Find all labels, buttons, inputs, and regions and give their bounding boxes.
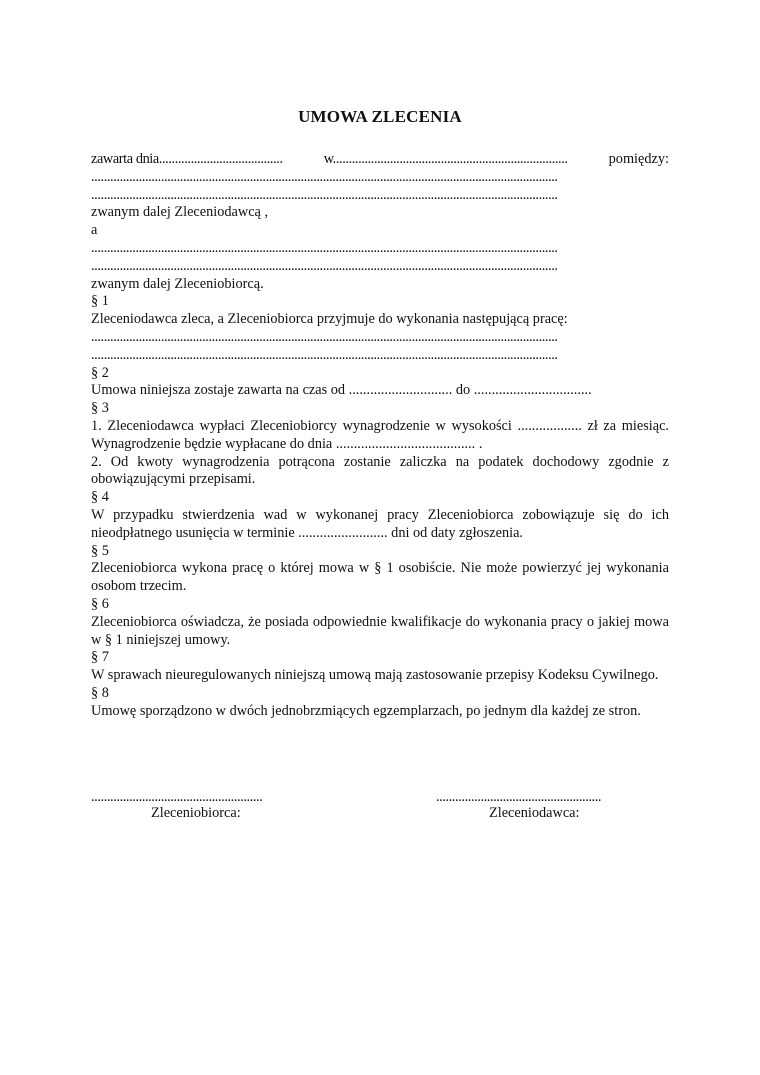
date-field: zawarta dnia....................................... [91,151,283,167]
party1-label: zwanym dalej Zleceniodawcą , [91,204,269,221]
section-7-text: W sprawach nieuregulowanych niniejszą umową mają zastosowanie przepisy Kodeksu Cywilnego. [91,667,659,684]
section-1-heading: § 1 [91,293,109,310]
between-label: pomiędzy: [608,151,669,167]
party1-blank-1: ................................................................................................................................................... [91,168,558,185]
client-signature-line: .................................................... [436,789,602,805]
client-signature-label: Zleceniodawca: [489,805,580,821]
section-1-blank-1: ................................................................................................................................................... [91,328,558,345]
section-3-heading: § 3 [91,400,109,417]
section-1-blank-2: ................................................................................................................................................... [91,346,558,363]
section-6-heading: § 6 [91,595,109,612]
party2-blank-2: ................................................................................................................................................... [91,257,558,274]
section-3-paragraph-2: 2. Od kwoty wynagrodzenia potrącona zostanie zaliczka na podatek dochodowy zgodnie z obowiązującymi przepisami. [91,453,669,488]
section-8-text: Umowę sporządzono w dwóch jednobrzmiących egzemplarzach, po jednym dla każdej ze stron. [91,702,641,719]
party2-blank-1: ................................................................................................................................................... [91,239,558,256]
party2-label: zwanym dalej Zleceniobiorcą. [91,275,264,292]
section-8-heading: § 8 [91,684,109,701]
section-3-paragraph-1: 1. Zleceniodawca wypłaci Zleceniobiorcy wynagrodzenie w wysokości .................. zł za miesiąc. Wynagrodzenie będzie wypłacane do dnia ....................................... . [91,417,669,452]
section-5-heading: § 5 [91,542,109,559]
section-2-heading: § 2 [91,364,109,381]
section-4-heading: § 4 [91,489,109,506]
section-7-heading: § 7 [91,649,109,666]
section-6-text: Zleceniobiorca oświadcza, że posiada odpowiednie kwalifikacje do wykonania pracy o jakiej mowa w § 1 niniejszej umowy. [91,613,669,648]
section-2-text: Umowa niniejsza zostaje zawarta na czas od ............................. do ................................. [91,382,592,399]
section-1-text: Zleceniodawca zleca, a Zleceniobiorca przyjmuje do wykonania następującą pracę: [91,311,568,328]
contract-title: UMOWA ZLECENIA [298,107,462,126]
contract-date-line [91,151,669,169]
conjunction: a [91,222,98,239]
place-field: w.......................................................................... [323,151,568,167]
section-5-text: Zleceniobiorca wykona pracę o której mowa w § 1 osobiście. Nie może powierzyć jej wykonania osobom trzecim. [91,560,669,595]
contractor-signature-label: Zleceniobiorca: [151,805,241,821]
contractor-signature-line: ...................................................... [91,789,263,805]
party1-blank-2: ................................................................................................................................................... [91,186,558,203]
contract-body [91,151,669,721]
section-4-text: W przypadku stwierdzenia wad w wykonanej pracy Zleceniobiorca zobowiązuje się do ich nieodpłatnego usunięcia w terminie ......................... dni od daty zgłoszenia. [91,506,669,541]
